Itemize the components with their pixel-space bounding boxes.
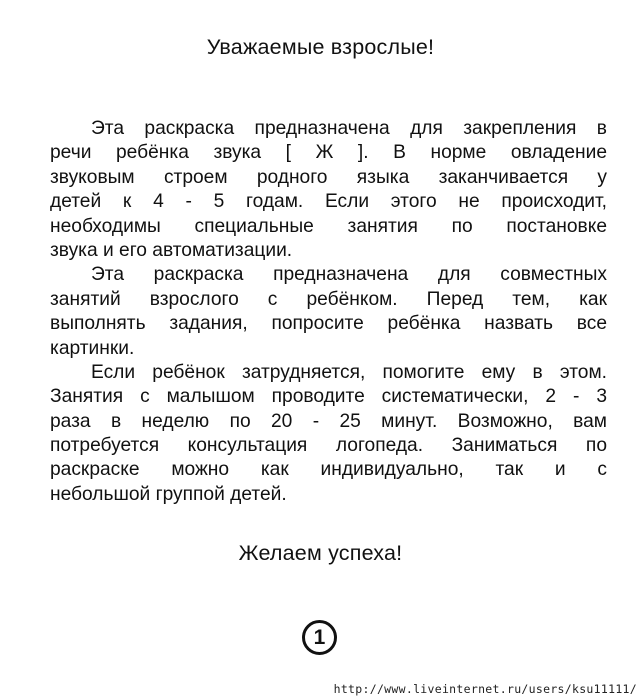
text-line: Эта раскраска предназначена для совместных	[91, 264, 607, 286]
text-line: раза в неделю по 20 - 25 минут. Возможно, вам	[50, 410, 607, 432]
text-line: речи ребёнка звука [ Ж ]. В норме овладение	[50, 142, 607, 164]
paragraph	[50, 117, 607, 263]
closing-wish: Желаем успеха!	[238, 541, 403, 565]
text-line: картинки.	[50, 337, 135, 359]
watermark-url: http://www.liveinternet.ru/users/ksu11111/	[333, 682, 637, 696]
paragraph	[50, 263, 607, 361]
text-line: Эта раскраска предназначена для закрепления в	[91, 118, 607, 139]
text-line: необходимы специальные занятия по постановке	[50, 215, 607, 237]
text-line: занятий взрослого с ребёнком. Перед тем, как	[50, 288, 607, 310]
text-line: Если ребёнок затрудняется, помогите ему в этом.	[91, 361, 607, 383]
text-line: Занятия с малышом проводите систематически, 2 - 3	[50, 386, 607, 408]
text-line: выполнять задания, попросите ребёнка назвать все	[50, 313, 607, 335]
text-line: звуковым строем родного языка заканчивается у	[50, 166, 607, 188]
body-text	[50, 117, 607, 507]
paragraph	[50, 361, 607, 507]
text-line: потребуется консультация логопеда. Заниматься по	[50, 435, 607, 457]
page-number-badge: 1	[302, 620, 337, 655]
text-line: небольшой группой детей.	[50, 483, 287, 505]
page-title: Уважаемые взрослые!	[206, 35, 435, 59]
text-line: детей к 4 - 5 годам. Если этого не происходит,	[50, 191, 607, 213]
text-line: звука и его автоматизации.	[50, 239, 293, 261]
text-line: раскраске можно как индивидуально, так и с	[50, 459, 607, 481]
